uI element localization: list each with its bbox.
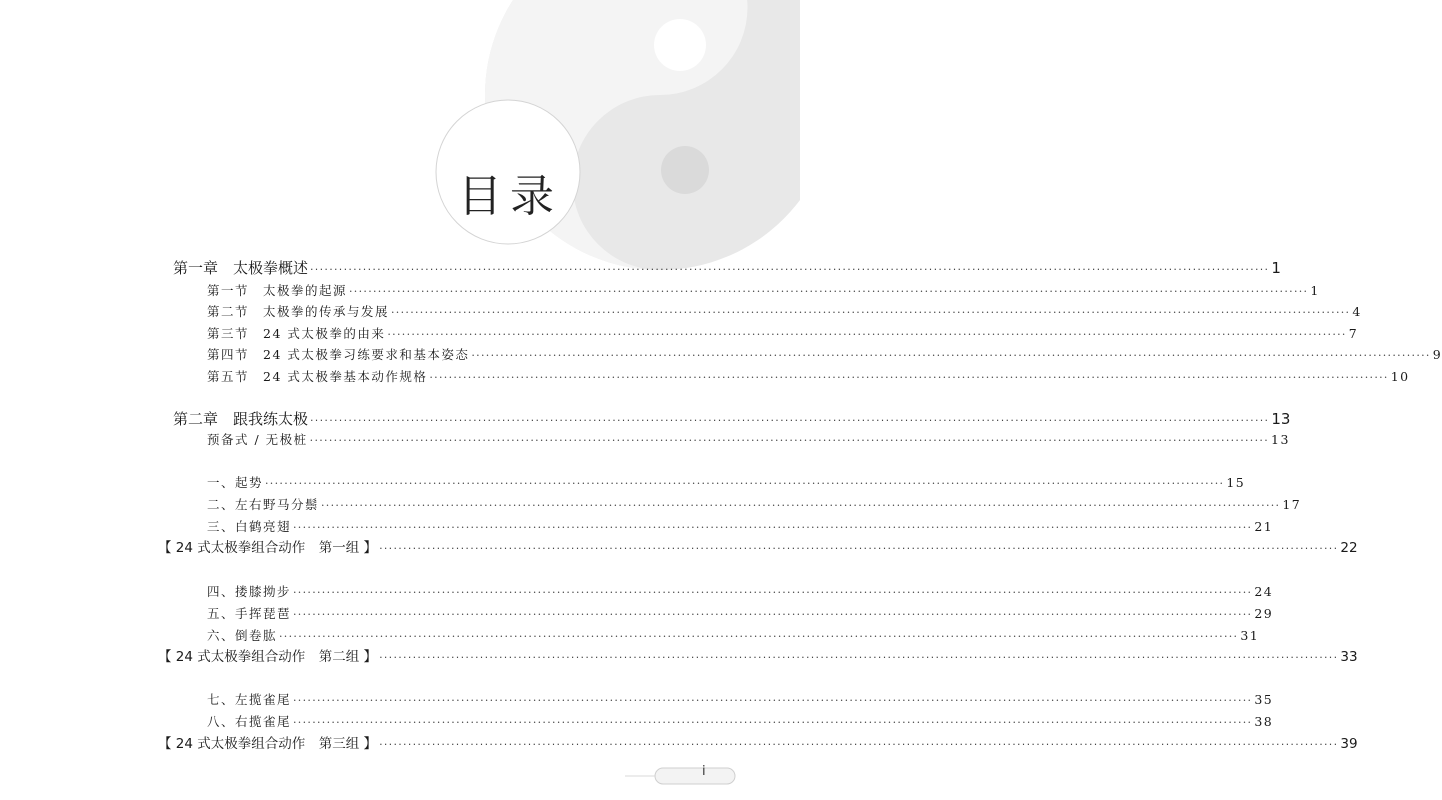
toc-entry-title: 第一节 太极拳的起源: [207, 283, 348, 298]
toc-leader-dots: ········································································································································································································: [379, 542, 1339, 555]
toc-entry-page: 17: [1282, 497, 1302, 512]
toc-entry-title: 四、搂膝拗步: [207, 584, 292, 599]
toc-entry-chapter: [173, 258, 1281, 278]
toc-leader-dots: ········································································································································································································: [471, 349, 1431, 362]
toc-leader-dots: ········································································································································································································: [293, 608, 1253, 621]
toc-entry-page: 9: [1432, 347, 1442, 362]
toc-entry-title: 七、左揽雀尾: [207, 692, 292, 707]
toc-leader-dots: ········································································································································································································: [379, 738, 1339, 751]
toc-entry-page: 10: [1390, 369, 1410, 384]
toc-leader-dots: ········································································································································································································: [387, 328, 1347, 341]
toc-entry-sub: [207, 690, 1274, 710]
toc-entry-page: 1: [1310, 283, 1320, 298]
toc-entry-title: 三、白鹤亮翅: [207, 519, 292, 534]
toc-leader-dots: ········································································································································································································: [279, 630, 1239, 643]
toc-entry-title: 预备式 / 无极桩: [207, 432, 308, 447]
toc-leader-dots: ········································································································································································································: [310, 263, 1270, 276]
toc-entry-sub: [207, 473, 1246, 493]
toc-entry-page: 29: [1254, 606, 1274, 621]
toc-entry-title: 第四节 24 式太极拳习练要求和基本姿态: [207, 347, 470, 362]
toc-entry-section: [207, 367, 1410, 387]
toc-leader-dots: ········································································································································································································: [309, 434, 1269, 447]
page-title: 目录: [458, 171, 562, 222]
toc-entry-chapter: [173, 409, 1291, 429]
toc-entry-page: 22: [1340, 540, 1358, 556]
toc-entry-page: 38: [1254, 714, 1274, 729]
toc-entry-title: 第五节 24 式太极拳基本动作规格: [207, 369, 428, 384]
toc-entry-title: 第一章 太极拳概述: [173, 259, 309, 277]
toc-entry-page: 35: [1254, 692, 1274, 707]
toc-entry-page: 1: [1271, 259, 1281, 277]
toc-entry-title: 二、左右野马分鬃: [207, 497, 320, 512]
toc-entry-title: 【 24 式太极拳组合动作 第三组 】: [158, 736, 378, 752]
page-number: i: [702, 764, 706, 779]
toc-entry-title: 【 24 式太极拳组合动作 第一组 】: [158, 540, 378, 556]
toc-entry-group: [158, 734, 1358, 754]
toc-leader-dots: ········································································································································································································: [429, 371, 1389, 384]
toc-leader-dots: ········································································································································································································: [379, 651, 1339, 664]
toc-entry-title: 五、手挥琵琶: [207, 606, 292, 621]
toc-entry-page: 13: [1271, 410, 1291, 428]
toc-entry-sub: [207, 604, 1274, 624]
toc-leader-dots: ········································································································································································································: [321, 499, 1281, 512]
toc-entry-page: 24: [1254, 584, 1274, 599]
toc-entry-title: 一、起势: [207, 475, 264, 490]
toc-entry-page: 21: [1254, 519, 1274, 534]
toc-entry-section: [207, 324, 1359, 344]
toc-entry-page: 4: [1352, 304, 1362, 319]
toc-entry-sub: [207, 495, 1302, 515]
toc-leader-dots: ········································································································································································································: [293, 586, 1253, 599]
toc-leader-dots: ········································································································································································································: [293, 694, 1253, 707]
toc-entry-sub: [207, 517, 1274, 537]
toc-entry-section: [207, 302, 1362, 322]
toc-entry-title: 八、右揽雀尾: [207, 714, 292, 729]
toc-leader-dots: ········································································································································································································: [293, 716, 1253, 729]
toc-entry-page: 13: [1271, 432, 1290, 447]
toc-leader-dots: ········································································································································································································: [349, 285, 1309, 298]
toc-leader-dots: ········································································································································································································: [265, 477, 1225, 490]
toc-entry-sub: [207, 626, 1260, 646]
toc-entry-page: 39: [1340, 736, 1358, 752]
toc-entry-sub: [207, 582, 1274, 602]
toc-entry-section: [207, 345, 1442, 365]
toc-entry-title: 第三节 24 式太极拳的由来: [207, 326, 386, 341]
toc-entry-page: 7: [1348, 326, 1359, 341]
toc-leader-dots: ········································································································································································································: [310, 414, 1270, 427]
toc-entry-page: 31: [1240, 628, 1260, 643]
toc-entry-group: [158, 647, 1358, 667]
toc-leader-dots: ········································································································································································································: [293, 521, 1253, 534]
toc-entry-page: 15: [1226, 475, 1246, 490]
toc-entry-page: 33: [1340, 649, 1358, 665]
toc-entry-title: 第二章 跟我练太极: [173, 410, 309, 428]
toc-entry-title: 六、倒卷肱: [207, 628, 278, 643]
toc-entry-sub: [207, 430, 1290, 450]
toc-entry-sub: [207, 712, 1274, 732]
toc-entry-group: [158, 538, 1358, 558]
toc-leader-dots: ········································································································································································································: [391, 306, 1351, 319]
toc-entry-title: 第二节 太极拳的传承与发展: [207, 304, 390, 319]
toc-entry-section: [207, 281, 1320, 301]
toc-entry-title: 【 24 式太极拳组合动作 第二组 】: [158, 649, 378, 665]
